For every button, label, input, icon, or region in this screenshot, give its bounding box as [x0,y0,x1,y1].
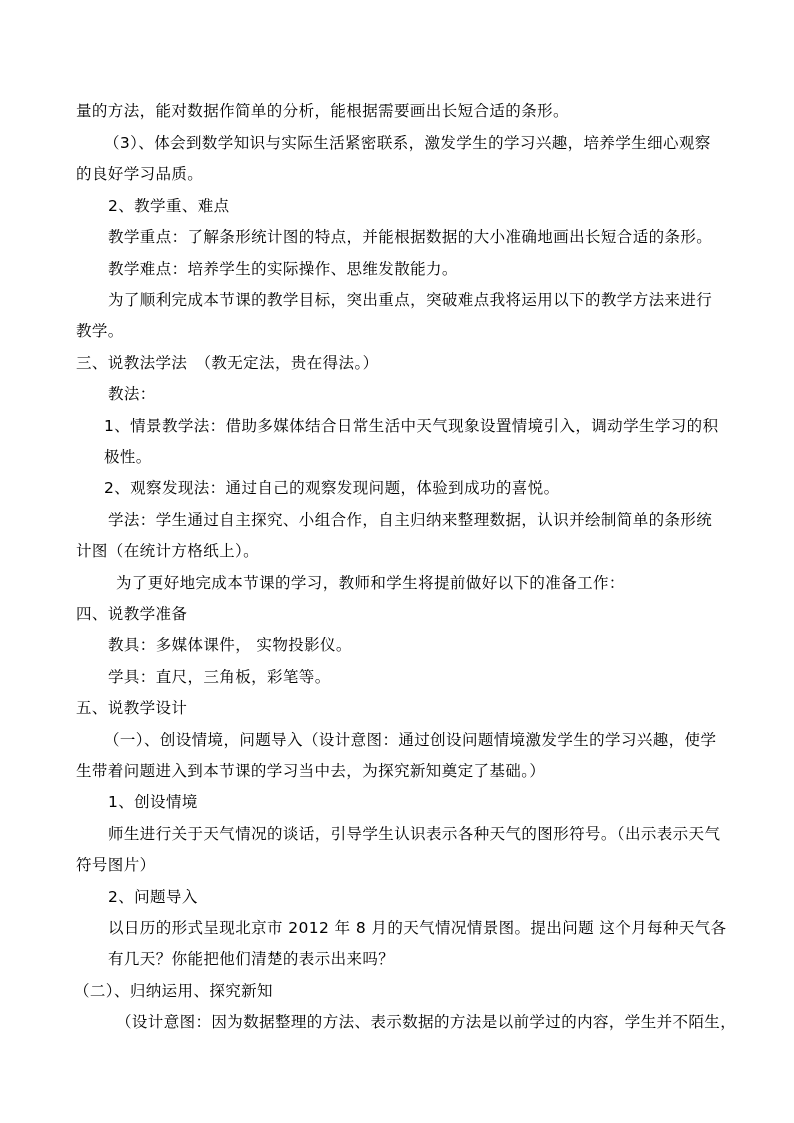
text-line: 以日历的形式呈现北京市 2012 年 8 月的天气情况情景图。提出问题 这个月每种天气各 [108,919,727,937]
text-line: 符号图片） [76,856,156,874]
text-line: 师生进行关于天气情况的谈话，引导学生认识表示各种天气的图形符号。（出示表示天气 [108,825,721,843]
text-line: 教学重点：了解条形统计图的特点，并能根据数据的大小准确地画出长短合适的条形。 [108,228,713,246]
section-heading: 五、说教学设计 [76,699,188,717]
section-heading: （二）、归纳运用、探究新知 [74,982,273,1000]
text-line: 2、问题导入 [108,888,198,906]
text-line: 1、情景教学法：借助多媒体结合日常生活中天气现象设置情境引入，调动学生学习的积 [104,417,719,435]
text-line: 极性。 [104,448,152,466]
text-line: 量的方法，能对数据作简单的分析，能根据需要画出长短合适的条形。 [76,102,569,120]
text-line: 教学。 [76,322,124,340]
section-heading: 三、说教法学法 （教无定法，贵在得法。） [76,354,379,372]
text-line: 为了更好地完成本节课的学习，教师和学生将提前做好以下的准备工作： [116,574,625,592]
text-line: 教具：多媒体课件， 实物投影仪。 [108,636,352,654]
text-line: 计图（在统计方格纸上）。 [76,542,260,560]
text-line: 生带着问题进入到本节课的学习当中去，为探究新知奠定了基础。） [76,762,546,780]
text-line: 2、教学重、难点 [108,197,230,215]
text-line: 教学难点：培养学生的实际操作、思维发散能力。 [108,260,458,278]
text-line: 学具：直尺，三角板，彩笔等。 [108,668,331,686]
text-line: 为了顺利完成本节课的教学目标，突出重点，突破难点我将运用以下的教学方法来进行 [108,291,713,309]
text-line: 2、观察发现法：通过自己的观察发现问题，体验到成功的喜悦。 [104,479,560,497]
text-line: 有几天？你能把他们清楚的表示出来吗？ [108,950,395,968]
text-line: 教法： [108,385,156,403]
text-line: （设计意图：因为数据整理的方法、表示数据的方法是以前学过的内容，学生并不陌生， [116,1013,737,1031]
text-line: （一）、创设情境，问题导入（设计意图：通过创设问题情境激发学生的学习兴趣，使学 [104,731,717,749]
text-line: 学法：学生通过自主探究、小组合作，自主归纳来整理数据，认识并绘制简单的条形统 [108,511,713,529]
text-line: 1、创设情境 [108,793,198,811]
text-line: 的良好学习品质。 [76,165,204,183]
section-heading: 四、说教学准备 [76,605,188,623]
text-line: （3）、体会到数学知识与实际生活紧密联系，激发学生的学习兴趣，培养学生细心观察 [104,134,711,152]
